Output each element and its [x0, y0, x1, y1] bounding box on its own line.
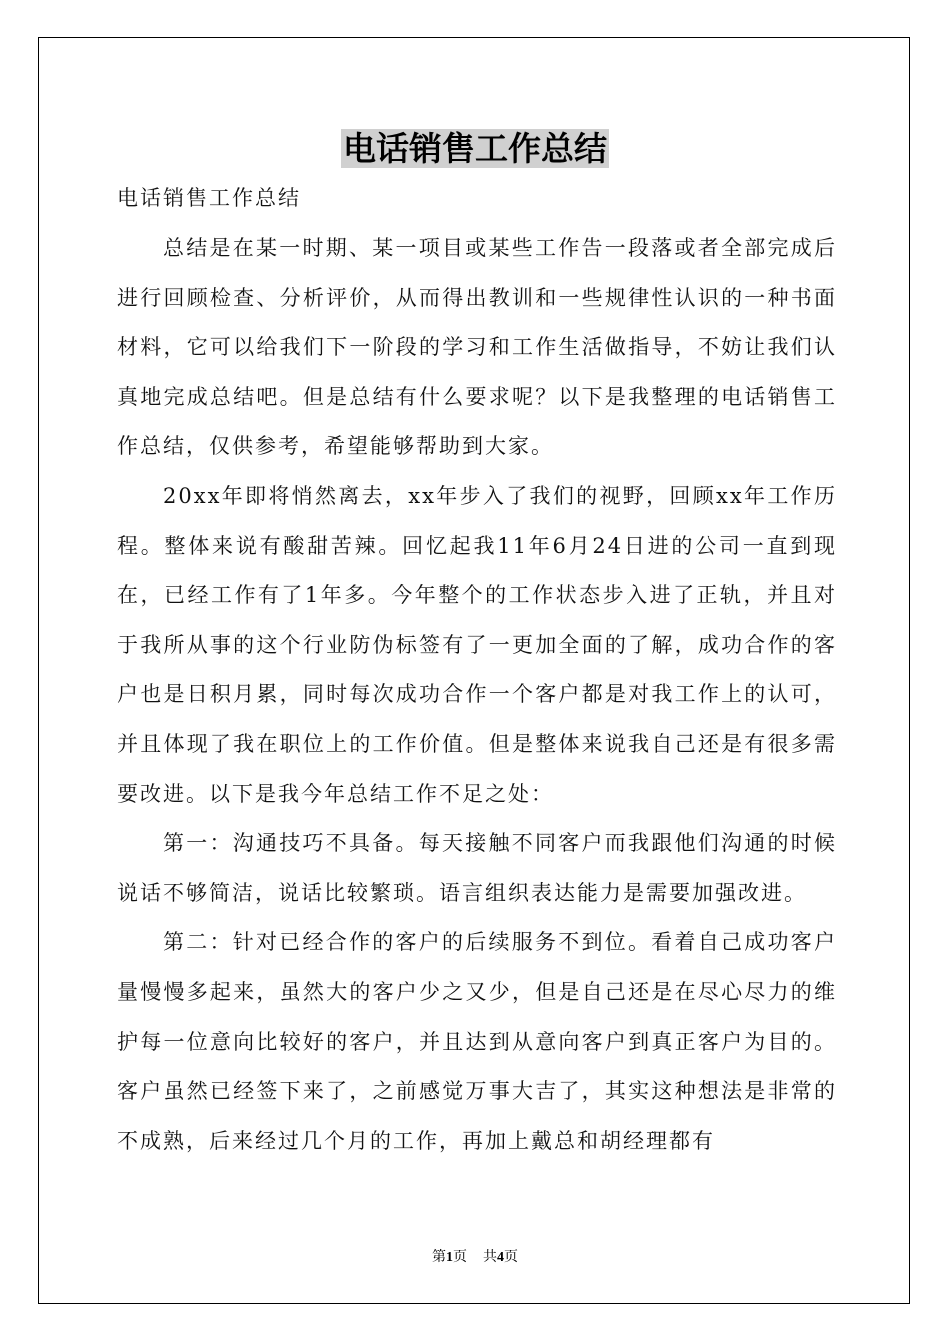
page-current: 1 [446, 1250, 453, 1265]
page-suffix: 页 [453, 1250, 467, 1265]
document-title [0, 126, 950, 172]
page-total: 4 [497, 1250, 504, 1265]
paragraph-intro: 总结是在某一时期、某一项目或某些工作告一段落或者全部完成后进行回顾检查、分析评价，从而得出教训和一些规律性认识的一种书面材料，它可以给我们下一阶段的学习和工作生活做指导，不妨让我们认真地完成总结吧。但是总结有什么要求呢？以下是我整理的电话销售工作总结，仅供参考，希望能够帮助到大家。 [117, 236, 837, 459]
paragraph-point-two: 第二：针对已经合作的客户的后续服务不到位。看着自己成功客户量慢慢多起来，虽然大的客户少之又少，但是自己还是在尽心尽力的维护每一位意向比较好的客户，并且达到从意向客户到真正客户为目的。客户虽然已经签下来了，之前感觉万事大吉了，其实这种想法是非常的不成熟，后来经过几个月的工作，再加上戴总和胡经理都有 [117, 930, 837, 1153]
document-title-text: 电话销售工作总结 [343, 129, 607, 168]
page-footer [0, 1246, 950, 1266]
document-body [117, 224, 837, 1166]
total-suffix: 页 [504, 1250, 518, 1265]
page-prefix: 第 [432, 1250, 446, 1265]
paragraph-review: 20xx年即将悄然离去，xx年步入了我们的视野，回顾xx年工作历程。整体来说有酸甜苦辣。回忆起我11年6月24日进的公司一直到现在，已经工作有了1年多。今年整个的工作状态步入进了正轨，并且对于我所从事的这个行业防伪标签有了一更加全面的了解，成功合作的客户也是日积月累，同时每次成功合作一个客户都是对我工作上的认可，并且体现了我在职位上的工作价值。但是整体来说我自己还是有很多需要改进。以下是我今年总结工作不足之处： [117, 483, 837, 806]
paragraph-point-one: 第一：沟通技巧不具备。每天接触不同客户而我跟他们沟通的时候说话不够简洁，说话比较繁琐。语言组织表达能力是需要加强改进。 [117, 831, 837, 905]
document-subtitle: 电话销售工作总结 [117, 186, 301, 210]
total-prefix: 共 [483, 1250, 497, 1265]
